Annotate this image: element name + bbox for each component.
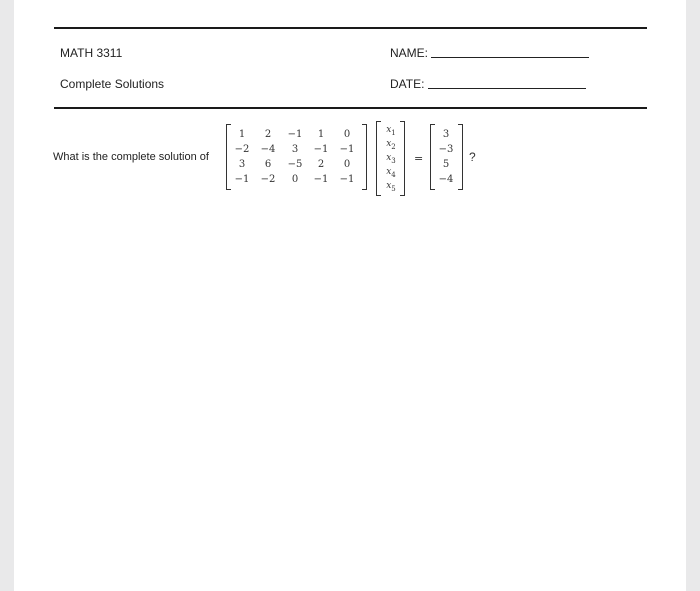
worksheet-subtitle: Complete Solutions	[60, 77, 165, 91]
question-text: What is the complete solution of	[53, 151, 209, 163]
bottom-rule	[54, 107, 647, 109]
variable-subscript: 1	[391, 128, 396, 137]
equals-sign: =	[414, 152, 424, 165]
matrix-cell: 6	[264, 159, 272, 170]
question-mark: ?	[469, 150, 476, 164]
matrix-cell: 2	[264, 129, 272, 140]
matrix-cell: −1	[339, 174, 355, 185]
variable-base: x	[386, 167, 392, 177]
matrix-cell: −1	[234, 174, 250, 185]
name-label: NAME:	[390, 46, 429, 60]
matrix-cell: −4	[260, 144, 276, 155]
matrix-cell: −1	[287, 129, 303, 140]
variable-x2	[381, 138, 401, 153]
variable-subscript: 5	[391, 184, 396, 193]
rhs-cell: −3	[438, 144, 454, 155]
variable-subscript: 2	[391, 142, 396, 151]
matrix-cell: −1	[313, 144, 329, 155]
variable-subscript: 4	[391, 170, 396, 179]
variable-base: x	[386, 153, 392, 163]
matrix-cell: 1	[317, 129, 325, 140]
top-rule	[54, 27, 647, 29]
variable-base: x	[386, 181, 392, 191]
course-title: MATH 3311	[60, 46, 123, 60]
matrix-cell: 0	[291, 174, 299, 185]
rhs-cell: 5	[442, 159, 450, 170]
worksheet-page	[14, 0, 686, 591]
date-blank-line	[428, 88, 586, 89]
name-blank-line	[431, 57, 589, 58]
matrix-cell: 3	[238, 159, 246, 170]
matrix-cell: −2	[234, 144, 250, 155]
rhs-right-bracket	[458, 124, 463, 190]
matrix-cell: −2	[260, 174, 276, 185]
matrix-cell: 1	[238, 129, 246, 140]
variable-base: x	[386, 125, 392, 135]
rhs-cell: −4	[438, 174, 454, 185]
variable-x4	[381, 166, 401, 181]
variable-x5	[381, 180, 401, 195]
variable-base: x	[386, 139, 392, 149]
matrix-cell: 0	[343, 129, 351, 140]
variable-x3	[381, 152, 401, 167]
rhs-cell: 3	[442, 129, 450, 140]
matrix-right-bracket	[362, 124, 367, 190]
matrix-cell: −5	[287, 159, 303, 170]
matrix-cell: 3	[291, 144, 299, 155]
variable-x1	[381, 124, 401, 139]
variable-subscript: 3	[391, 156, 396, 165]
matrix-cell: −1	[313, 174, 329, 185]
matrix-cell: 2	[317, 159, 325, 170]
matrix-cell: 0	[343, 159, 351, 170]
date-label: DATE:	[390, 77, 425, 91]
matrix-cell: −1	[339, 144, 355, 155]
